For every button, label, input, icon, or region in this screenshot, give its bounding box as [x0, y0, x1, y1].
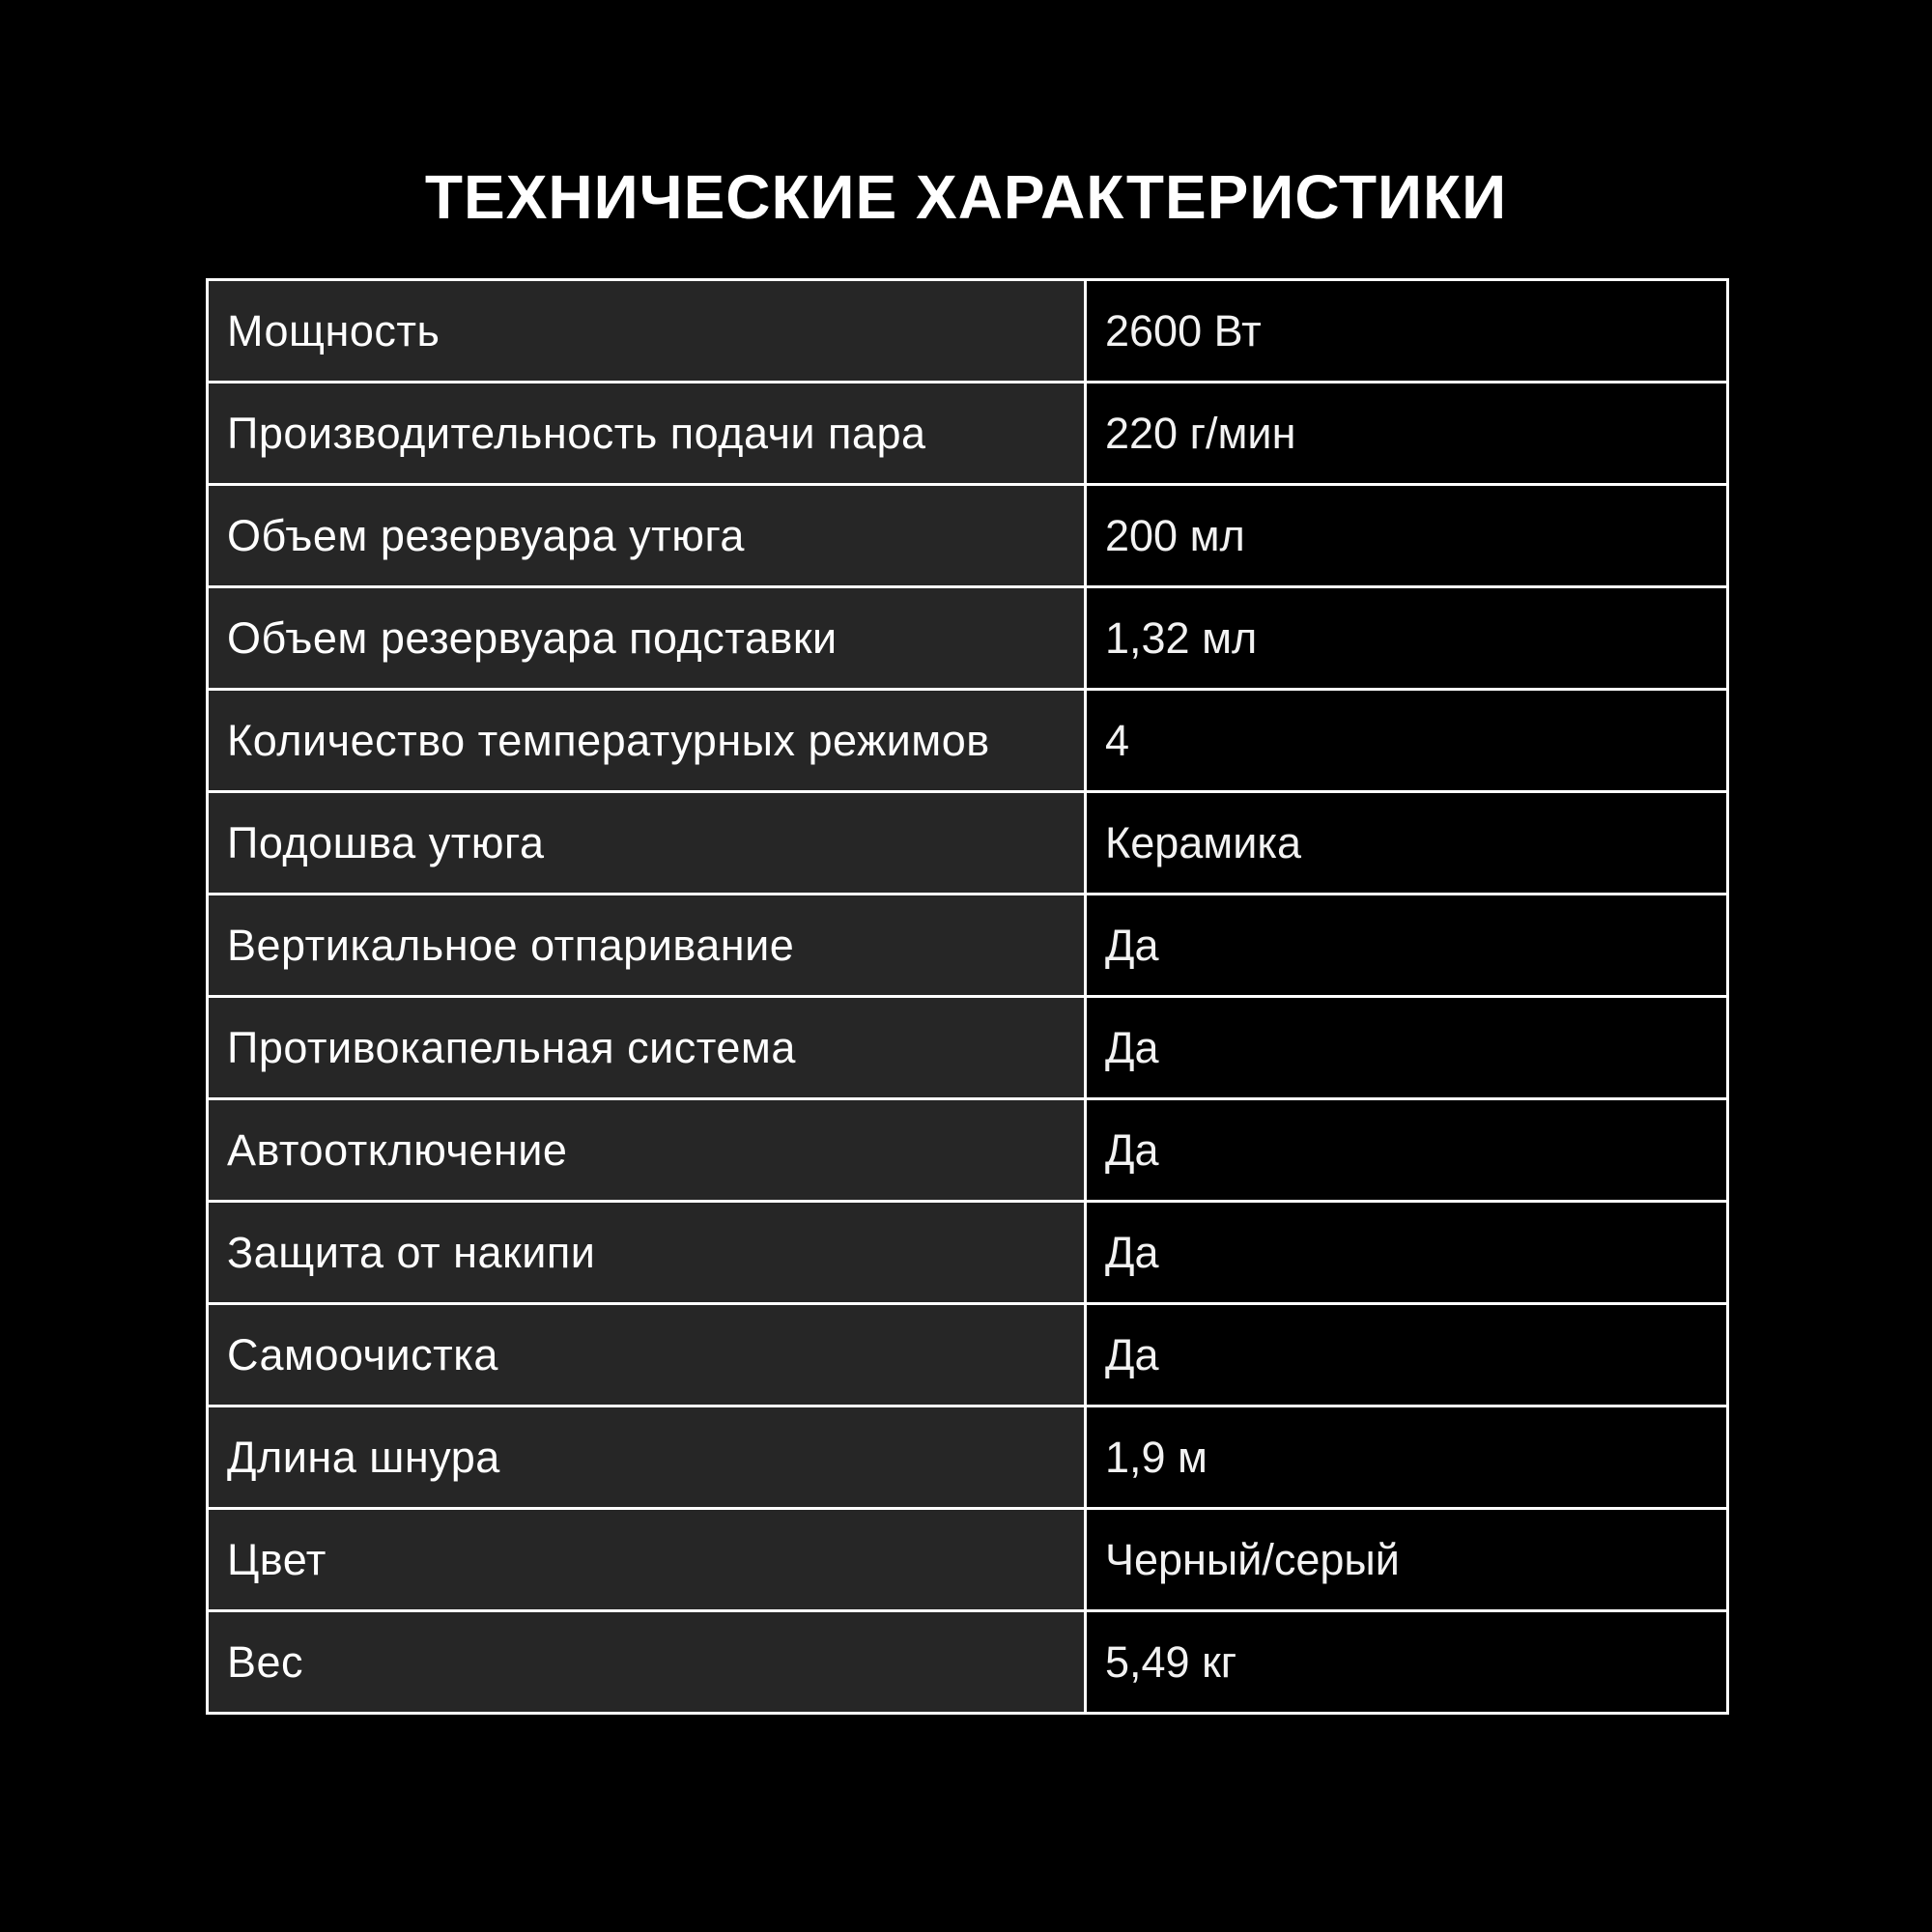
spec-name: Количество температурных режимов: [208, 690, 1086, 792]
spec-value: Да: [1086, 895, 1728, 997]
spec-value: 200 мл: [1086, 485, 1728, 587]
spec-name: Длина шнура: [208, 1406, 1086, 1509]
spec-name: Противокапельная система: [208, 997, 1086, 1099]
spec-row: [208, 690, 1728, 792]
spec-row: [208, 485, 1728, 587]
spec-row: [208, 997, 1728, 1099]
page-title: ТЕХНИЧЕСКИЕ ХАРАКТЕРИСТИКИ: [424, 162, 1508, 232]
spec-value: Да: [1086, 1202, 1728, 1304]
spec-row: [208, 1202, 1728, 1304]
spec-name: Подошва утюга: [208, 792, 1086, 895]
spec-name: Автоотключение: [208, 1099, 1086, 1202]
spec-value: Керамика: [1086, 792, 1728, 895]
spec-row: [208, 1406, 1728, 1509]
spec-value: Да: [1086, 1304, 1728, 1406]
spec-name: Мощность: [208, 280, 1086, 383]
spec-value: 220 г/мин: [1086, 383, 1728, 485]
spec-value: Черный/серый: [1086, 1509, 1728, 1611]
spec-row: [208, 587, 1728, 690]
spec-value: Да: [1086, 1099, 1728, 1202]
spec-name: Объем резервуара утюга: [208, 485, 1086, 587]
spec-row: [208, 280, 1728, 383]
spec-row: [208, 383, 1728, 485]
spec-row: [208, 792, 1728, 895]
spec-name: Самоочистка: [208, 1304, 1086, 1406]
spec-table: [206, 278, 1729, 1715]
spec-value: 1,9 м: [1086, 1406, 1728, 1509]
spec-name: Объем резервуара подставки: [208, 587, 1086, 690]
spec-name: Защита от накипи: [208, 1202, 1086, 1304]
spec-row: [208, 895, 1728, 997]
spec-value: 2600 Вт: [1086, 280, 1728, 383]
spec-table-body: [208, 280, 1728, 1714]
spec-row: [208, 1304, 1728, 1406]
spec-name: Вертикальное отпаривание: [208, 895, 1086, 997]
spec-name: Вес: [208, 1611, 1086, 1714]
spec-value: 1,32 мл: [1086, 587, 1728, 690]
spec-value: Да: [1086, 997, 1728, 1099]
spec-row: [208, 1099, 1728, 1202]
spec-row: [208, 1509, 1728, 1611]
spec-name: Цвет: [208, 1509, 1086, 1611]
spec-value: 4: [1086, 690, 1728, 792]
spec-row: [208, 1611, 1728, 1714]
spec-value: 5,49 кг: [1086, 1611, 1728, 1714]
spec-name: Производительность подачи пара: [208, 383, 1086, 485]
